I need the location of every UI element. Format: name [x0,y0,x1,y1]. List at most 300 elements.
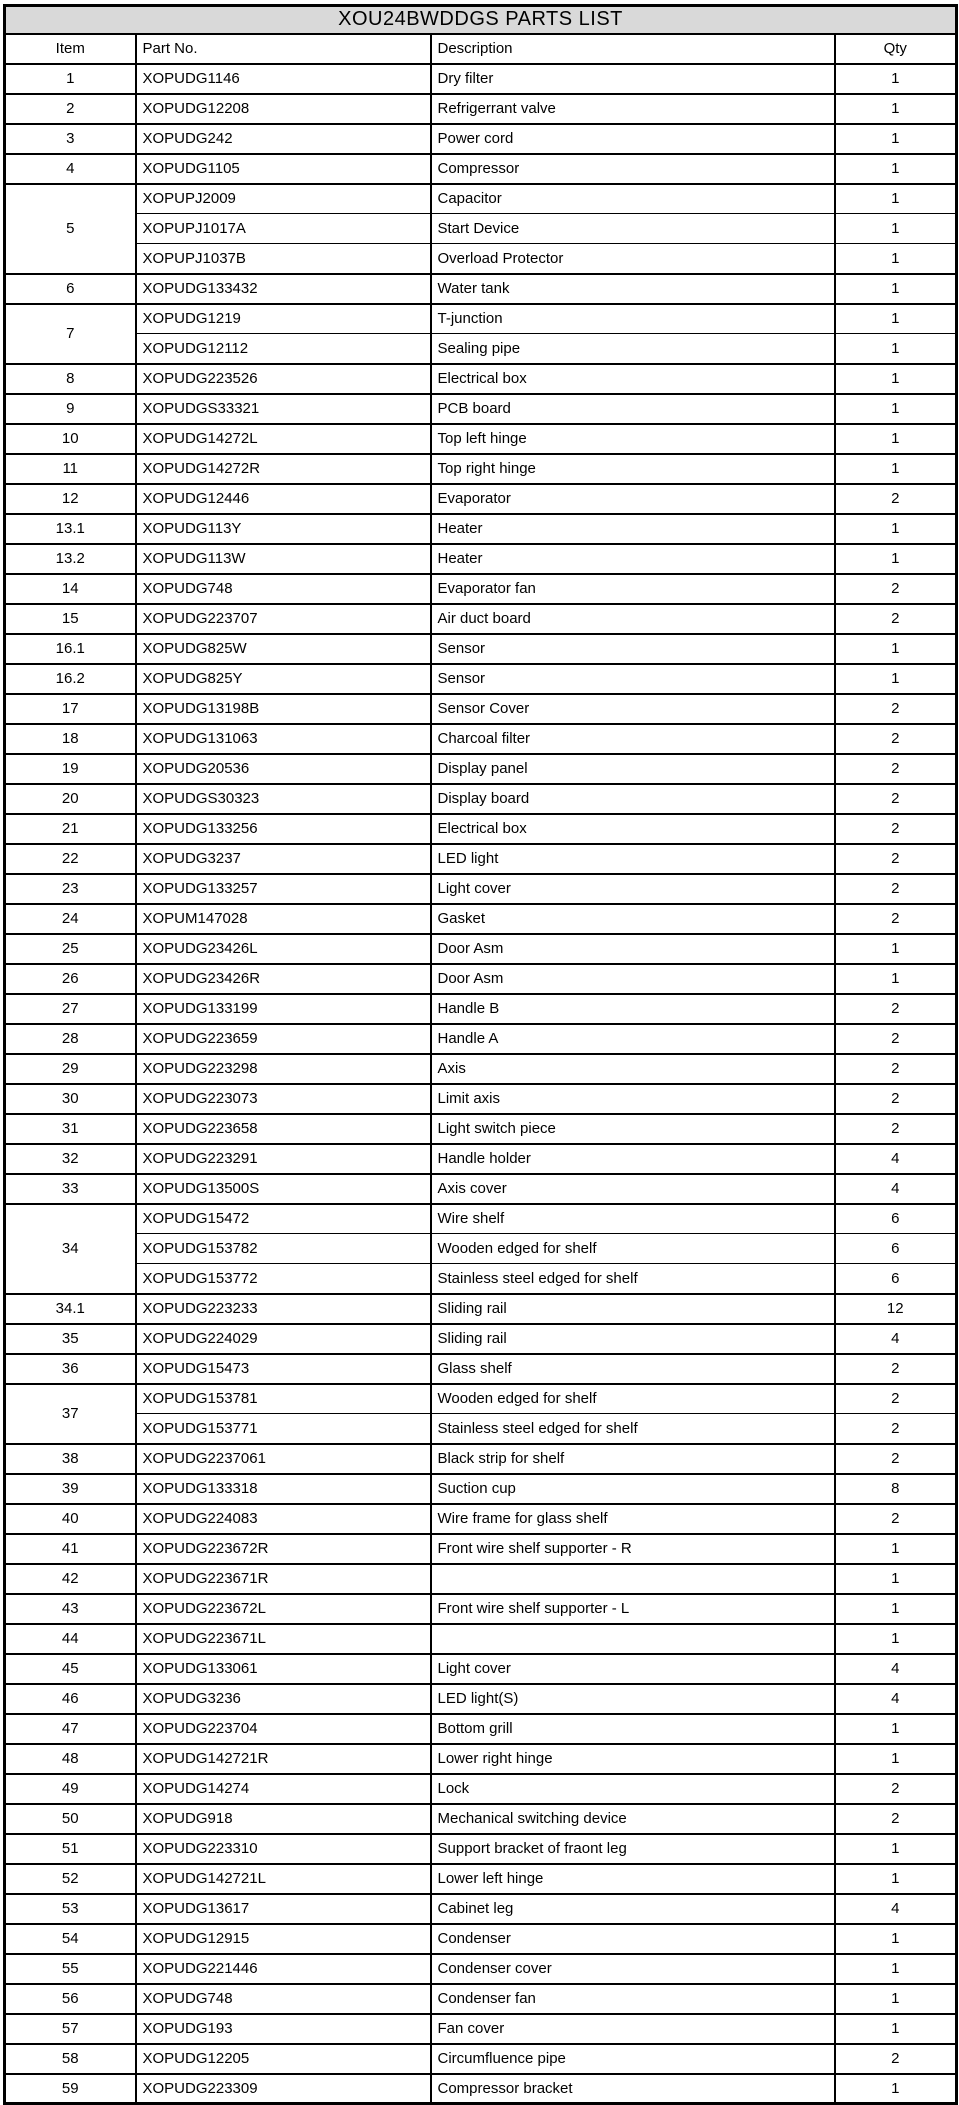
table-row [5,454,957,484]
part-no-cell: XOPUDG15472 [136,1204,431,1234]
description-cell: Fan cover [431,2014,835,2044]
part-no-cell: XOPUDGS30323 [136,784,431,814]
description-cell: Wooden edged for shelf [431,1234,835,1264]
table-row [5,364,957,394]
part-no-cell: XOPUDG223233 [136,1294,431,1324]
description-cell: Overload Protector [431,244,835,274]
item-cell: 29 [5,1054,136,1084]
item-cell: 27 [5,994,136,1024]
description-cell: Axis cover [431,1174,835,1204]
qty-cell: 1 [835,544,957,574]
part-no-cell: XOPUPJ1017A [136,214,431,244]
part-no-cell: XOPUDG223526 [136,364,431,394]
item-cell: 13.2 [5,544,136,574]
part-no-cell: XOPUDG12446 [136,484,431,514]
table-row [5,1594,957,1624]
part-no-cell: XOPUDG15473 [136,1354,431,1384]
table-row [5,1654,957,1684]
qty-cell: 1 [835,2074,957,2104]
qty-cell: 2 [835,784,957,814]
part-no-cell: XOPUDG133061 [136,1654,431,1684]
description-cell: Door Asm [431,934,835,964]
description-cell: Condenser fan [431,1984,835,2014]
part-no-cell: XOPUDG918 [136,1804,431,1834]
item-cell: 12 [5,484,136,514]
qty-cell: 2 [835,754,957,784]
table-row [5,904,957,934]
item-cell: 20 [5,784,136,814]
item-cell: 53 [5,1894,136,1924]
table-row [5,1354,957,1384]
qty-cell: 2 [835,1024,957,1054]
item-cell: 3 [5,124,136,154]
table-row [5,1294,957,1324]
item-cell: 10 [5,424,136,454]
qty-cell: 2 [835,844,957,874]
description-cell: Dry filter [431,64,835,94]
part-no-cell: XOPUDG221446 [136,1954,431,1984]
part-no-cell: XOPUDG223291 [136,1144,431,1174]
description-cell: Wire shelf [431,1204,835,1234]
table-row [5,214,957,244]
part-no-cell: XOPUDG223671R [136,1564,431,1594]
table-row [5,1414,957,1444]
table-row [5,484,957,514]
part-no-cell: XOPUDG1219 [136,304,431,334]
description-cell: Handle holder [431,1144,835,1174]
qty-cell: 1 [835,274,957,304]
item-cell: 56 [5,1984,136,2014]
table-row [5,1444,957,1474]
description-cell: PCB board [431,394,835,424]
description-cell: Light cover [431,1654,835,1684]
table-row [5,1204,957,1234]
item-cell: 54 [5,1924,136,1954]
part-no-cell: XOPUDG13198B [136,694,431,724]
part-no-cell: XOPUDG14272L [136,424,431,454]
table-row [5,1504,957,1534]
part-no-cell: XOPUDG223309 [136,2074,431,2104]
description-cell: Circumfluence pipe [431,2044,835,2074]
part-no-cell: XOPUDG133256 [136,814,431,844]
description-cell: Air duct board [431,604,835,634]
item-cell: 43 [5,1594,136,1624]
qty-cell: 1 [835,424,957,454]
qty-cell: 2 [835,1804,957,1834]
qty-cell: 1 [835,1864,957,1894]
table-row [5,844,957,874]
qty-cell: 1 [835,934,957,964]
item-cell: 46 [5,1684,136,1714]
item-cell: 30 [5,1084,136,1114]
table-row [5,1144,957,1174]
item-cell: 11 [5,454,136,484]
table-row [5,1534,957,1564]
description-cell: Light switch piece [431,1114,835,1144]
qty-cell: 1 [835,184,957,214]
table-row [5,1174,957,1204]
description-cell: Mechanical switching device [431,1804,835,1834]
description-cell: Display board [431,784,835,814]
description-cell: Sliding rail [431,1324,835,1354]
qty-cell: 2 [835,724,957,754]
table-row [5,154,957,184]
part-no-cell: XOPUDG193 [136,2014,431,2044]
description-cell: T-junction [431,304,835,334]
item-cell: 58 [5,2044,136,2074]
item-cell: 14 [5,574,136,604]
part-no-cell: XOPUDG14274 [136,1774,431,1804]
description-cell: Door Asm [431,964,835,994]
qty-cell: 1 [835,1624,957,1654]
qty-cell: 1 [835,124,957,154]
description-cell: Suction cup [431,1474,835,1504]
part-no-cell: XOPUPJ2009 [136,184,431,214]
qty-cell: 2 [835,1504,957,1534]
description-cell [431,1624,835,1654]
table-row [5,334,957,364]
table-row [5,124,957,154]
part-no-cell: XOPUDG133199 [136,994,431,1024]
description-cell: Handle B [431,994,835,1024]
item-cell: 39 [5,1474,136,1504]
table-row [5,1054,957,1084]
description-cell: Support bracket of fraont leg [431,1834,835,1864]
item-cell: 57 [5,2014,136,2044]
table-row [5,1714,957,1744]
description-cell: Start Device [431,214,835,244]
description-cell: Heater [431,544,835,574]
qty-cell: 1 [835,304,957,334]
description-cell: Limit axis [431,1084,835,1114]
table-row [5,64,957,94]
qty-cell: 2 [835,904,957,934]
description-cell: Heater [431,514,835,544]
qty-cell: 2 [835,1354,957,1384]
part-no-cell: XOPUDG14272R [136,454,431,484]
description-cell: Sensor [431,664,835,694]
table-row [5,934,957,964]
qty-cell: 4 [835,1174,957,1204]
item-cell: 52 [5,1864,136,1894]
qty-cell: 2 [835,1114,957,1144]
item-cell: 25 [5,934,136,964]
part-no-cell: XOPUDG223659 [136,1024,431,1054]
table-row [5,1744,957,1774]
item-cell: 36 [5,1354,136,1384]
qty-cell: 4 [835,1654,957,1684]
description-cell: Lower left hinge [431,1864,835,1894]
qty-cell: 1 [835,964,957,994]
item-cell: 31 [5,1114,136,1144]
item-cell: 18 [5,724,136,754]
part-no-cell: XOPUDG223658 [136,1114,431,1144]
description-cell: Electrical box [431,364,835,394]
qty-cell: 8 [835,1474,957,1504]
description-cell: LED light(S) [431,1684,835,1714]
qty-cell: 2 [835,1384,957,1414]
part-no-cell: XOPUDG1105 [136,154,431,184]
item-cell: 49 [5,1774,136,1804]
item-cell: 55 [5,1954,136,1984]
part-no-cell: XOPUDG224029 [136,1324,431,1354]
table-row [5,2014,957,2044]
item-cell: 15 [5,604,136,634]
item-cell: 42 [5,1564,136,1594]
part-no-cell: XOPUDG13617 [136,1894,431,1924]
description-cell: Stainless steel edged for shelf [431,1414,835,1444]
description-cell: Axis [431,1054,835,1084]
qty-cell: 2 [835,604,957,634]
table-row [5,274,957,304]
qty-cell: 2 [835,1414,957,1444]
table-row [5,1624,957,1654]
table-body [5,64,957,2104]
part-no-cell: XOPUPJ1037B [136,244,431,274]
table-row [5,1804,957,1834]
qty-cell: 1 [835,1594,957,1624]
page-title: XOU24BWDDGS PARTS LIST [5,6,957,34]
part-no-cell: XOPUDG223672R [136,1534,431,1564]
table-row [5,814,957,844]
table-row [5,1834,957,1864]
description-cell: Compressor [431,154,835,184]
qty-cell: 2 [835,874,957,904]
part-no-cell: XOPUDG3237 [136,844,431,874]
part-no-cell: XOPUDG1146 [136,64,431,94]
part-no-cell: XOPUDG224083 [136,1504,431,1534]
description-cell: Glass shelf [431,1354,835,1384]
table-row [5,604,957,634]
part-no-cell: XOPUDG223298 [136,1054,431,1084]
qty-cell: 1 [835,454,957,484]
part-no-cell: XOPUDG113W [136,544,431,574]
item-cell: 13.1 [5,514,136,544]
part-no-cell: XOPUDG133318 [136,1474,431,1504]
part-no-cell: XOPUDG20536 [136,754,431,784]
table-row [5,184,957,214]
qty-cell: 1 [835,64,957,94]
description-cell: Sealing pipe [431,334,835,364]
qty-cell: 1 [835,1834,957,1864]
part-no-cell: XOPUDG133257 [136,874,431,904]
description-cell: Sliding rail [431,1294,835,1324]
description-cell: Light cover [431,874,835,904]
item-cell: 37 [5,1384,136,1444]
item-cell: 47 [5,1714,136,1744]
description-cell: Evaporator [431,484,835,514]
table-row [5,634,957,664]
description-cell: Top right hinge [431,454,835,484]
qty-cell: 2 [835,1054,957,1084]
part-no-cell: XOPUDG825Y [136,664,431,694]
table-row [5,1384,957,1414]
table-row [5,724,957,754]
item-cell: 32 [5,1144,136,1174]
description-cell: Gasket [431,904,835,934]
table-row [5,94,957,124]
qty-cell: 4 [835,1144,957,1174]
part-no-cell: XOPUDG153771 [136,1414,431,1444]
column-header-qty: Qty [835,34,957,64]
qty-cell: 4 [835,1894,957,1924]
qty-cell: 4 [835,1684,957,1714]
part-no-cell: XOPUDG13500S [136,1174,431,1204]
table-row [5,1114,957,1144]
table-row [5,1774,957,1804]
qty-cell: 1 [835,1744,957,1774]
qty-cell: 1 [835,214,957,244]
table-row [5,394,957,424]
qty-cell: 1 [835,1924,957,1954]
qty-cell: 6 [835,1204,957,1234]
table-row [5,1474,957,1504]
table-row [5,784,957,814]
part-no-cell: XOPUDG12205 [136,2044,431,2074]
qty-cell: 1 [835,1714,957,1744]
description-cell: Front wire shelf supporter - R [431,1534,835,1564]
title-row [5,6,957,34]
description-cell: Lower right hinge [431,1744,835,1774]
description-cell: Wire frame for glass shelf [431,1504,835,1534]
item-cell: 16.1 [5,634,136,664]
table-row [5,1264,957,1294]
item-cell: 4 [5,154,136,184]
part-no-cell: XOPUDG223310 [136,1834,431,1864]
qty-cell: 1 [835,664,957,694]
qty-cell: 12 [835,1294,957,1324]
item-cell: 50 [5,1804,136,1834]
description-cell: Stainless steel edged for shelf [431,1264,835,1294]
table-row [5,1234,957,1264]
qty-cell: 2 [835,1084,957,1114]
item-cell: 8 [5,364,136,394]
item-cell: 2 [5,94,136,124]
part-no-cell: XOPUDG142721L [136,1864,431,1894]
description-cell: Power cord [431,124,835,154]
qty-cell: 1 [835,2014,957,2044]
qty-cell: 1 [835,1954,957,1984]
item-cell: 19 [5,754,136,784]
part-no-cell: XOPUDG223672L [136,1594,431,1624]
part-no-cell: XOPUDG12112 [136,334,431,364]
qty-cell: 2 [835,814,957,844]
description-cell: Evaporator fan [431,574,835,604]
part-no-cell: XOPUDG223707 [136,604,431,634]
description-cell: Lock [431,1774,835,1804]
part-no-cell: XOPUDG748 [136,1984,431,2014]
qty-cell: 1 [835,514,957,544]
qty-cell: 2 [835,1774,957,1804]
description-cell: Charcoal filter [431,724,835,754]
item-cell: 21 [5,814,136,844]
description-cell: Display panel [431,754,835,784]
item-cell: 7 [5,304,136,364]
part-no-cell: XOPUDG242 [136,124,431,154]
table-row [5,994,957,1024]
description-cell: LED light [431,844,835,874]
table-row [5,874,957,904]
part-no-cell: XOPUM147028 [136,904,431,934]
item-cell: 34 [5,1204,136,1294]
description-cell: Electrical box [431,814,835,844]
qty-cell: 1 [835,94,957,124]
qty-cell: 6 [835,1264,957,1294]
item-cell: 28 [5,1024,136,1054]
part-no-cell: XOPUDGS33321 [136,394,431,424]
item-cell: 59 [5,2074,136,2104]
item-cell: 17 [5,694,136,724]
item-cell: 26 [5,964,136,994]
item-cell: 24 [5,904,136,934]
part-no-cell: XOPUDG223073 [136,1084,431,1114]
qty-cell: 1 [835,364,957,394]
description-cell: Bottom grill [431,1714,835,1744]
qty-cell: 4 [835,1324,957,1354]
part-no-cell: XOPUDG142721R [136,1744,431,1774]
item-cell: 16.2 [5,664,136,694]
part-no-cell: XOPUDG223671L [136,1624,431,1654]
item-cell: 41 [5,1534,136,1564]
part-no-cell: XOPUDG825W [136,634,431,664]
description-cell: Compressor bracket [431,2074,835,2104]
qty-cell: 2 [835,574,957,604]
table-row [5,574,957,604]
parts-table [3,4,958,2105]
item-cell: 40 [5,1504,136,1534]
qty-cell: 1 [835,244,957,274]
table-row [5,1324,957,1354]
part-no-cell: XOPUDG12915 [136,1924,431,1954]
part-no-cell: XOPUDG153772 [136,1264,431,1294]
qty-cell: 1 [835,1534,957,1564]
table-row [5,1954,957,1984]
part-no-cell: XOPUDG131063 [136,724,431,754]
table-row [5,244,957,274]
qty-cell: 2 [835,2044,957,2074]
description-cell: Condenser [431,1924,835,1954]
column-header-item: Item [5,34,136,64]
part-no-cell: XOPUDG153781 [136,1384,431,1414]
description-cell: Sensor [431,634,835,664]
item-cell: 9 [5,394,136,424]
qty-cell: 1 [835,1564,957,1594]
table-row [5,544,957,574]
part-no-cell: XOPUDG113Y [136,514,431,544]
item-cell: 6 [5,274,136,304]
item-cell: 44 [5,1624,136,1654]
table-row [5,664,957,694]
table-row [5,1984,957,2014]
description-cell: Handle A [431,1024,835,1054]
table-row [5,1924,957,1954]
description-cell: Sensor Cover [431,694,835,724]
qty-cell: 1 [835,154,957,184]
item-cell: 5 [5,184,136,274]
table-row [5,1684,957,1714]
table-row [5,1084,957,1114]
item-cell: 45 [5,1654,136,1684]
description-cell: Condenser cover [431,1954,835,1984]
description-cell: Capacitor [431,184,835,214]
description-cell [431,1564,835,1594]
part-no-cell: XOPUDG12208 [136,94,431,124]
table-row [5,754,957,784]
table-row [5,1864,957,1894]
table-row [5,1024,957,1054]
part-no-cell: XOPUDG748 [136,574,431,604]
part-no-cell: XOPUDG153782 [136,1234,431,1264]
